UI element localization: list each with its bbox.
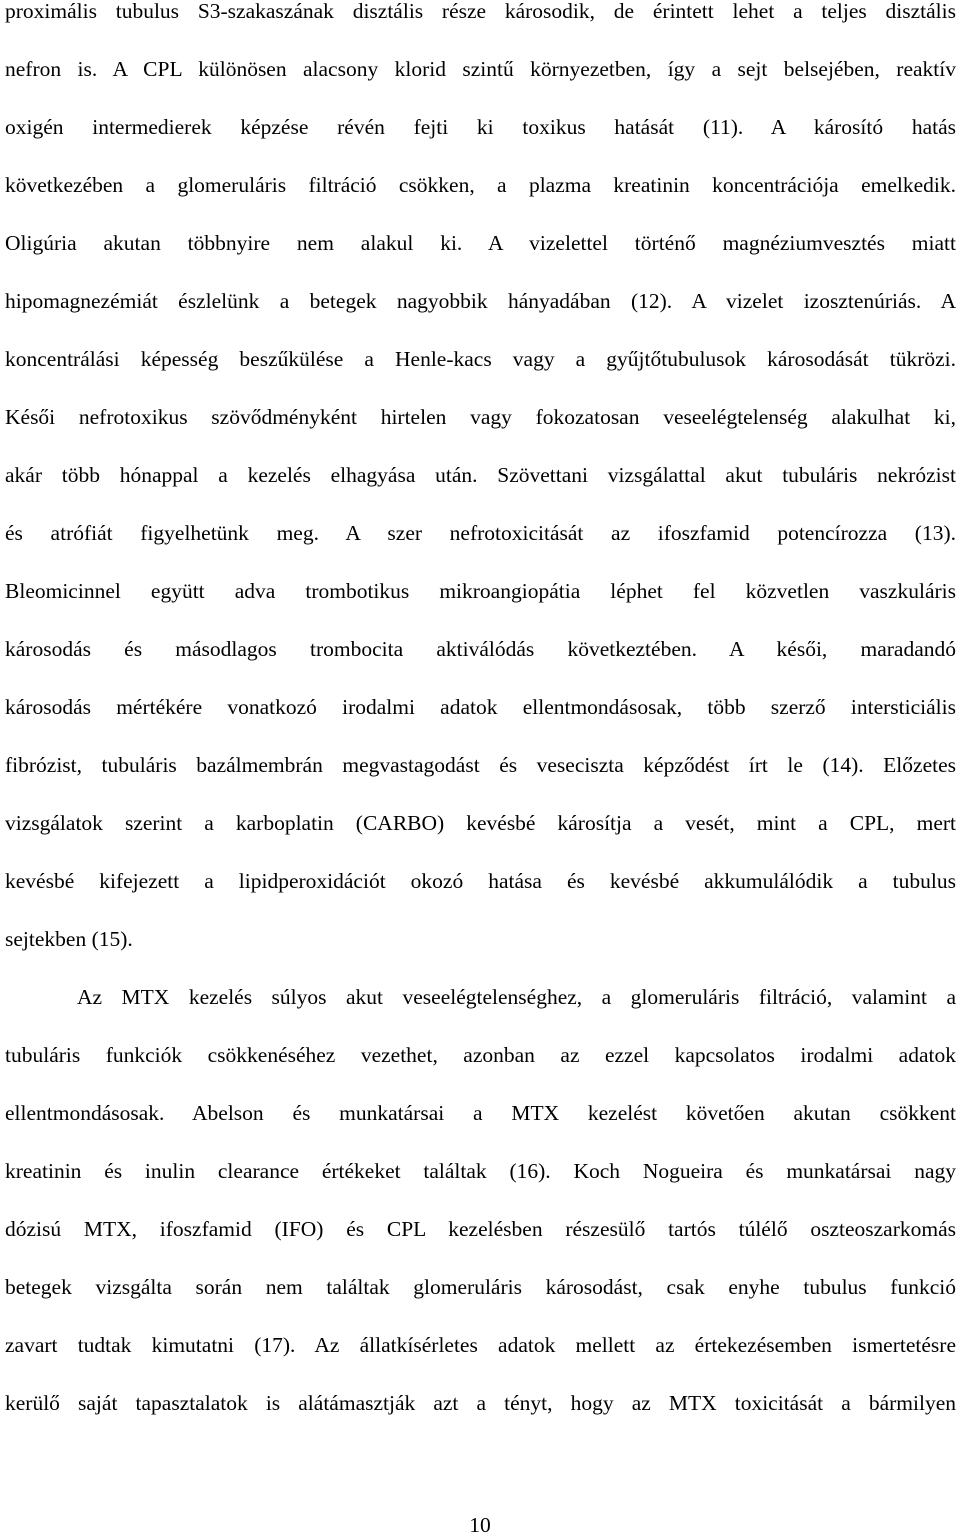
- text-line: Oligúria akutan többnyire nem alakul ki. A vizelettel történő magnéziumvesztés miatt: [5, 231, 956, 255]
- text-line: kevésbé kifejezett a lipidperoxidációt okozó hatása és kevésbé akkumulálódik a tubulus: [5, 869, 956, 893]
- text-line: károsodás és másodlagos trombocita aktiválódás következtében. A késői, maradandó: [5, 637, 956, 661]
- text-line: fibrózist, tubuláris bazálmembrán megvastagodást és vesecisztа képződést írt le (14). Előzetes: [5, 753, 956, 777]
- text-line: betegek vizsgálta során nem találtak glomeruláris károsodást, csak enyhe tubulus funkció: [5, 1275, 956, 1299]
- text-line: sejtekben (15).: [5, 927, 133, 951]
- text-line: zavart tudtak kimutatni (17). Az állatkísérletes adatok mellett az értekezésemben ismertetésre: [5, 1333, 956, 1357]
- text-line: kerülő saját tapasztalatok is alátámasztják azt a tényt, hogy az MTX toxicitását a bármilyen: [5, 1391, 956, 1415]
- text-line: oxigén intermedierek képzése révén fejti ki toxikus hatását (11). A károsító hatás: [5, 115, 956, 139]
- page-number: 10: [469, 1513, 491, 1537]
- text-line: károsodás mértékére vonatkozó irodalmi adatok ellentmondásosak, több szerző intersticiális: [5, 695, 956, 719]
- text-line: dózisú MTX, ifoszfamid (IFO) és CPL kezelésben részesülő tartós túlélő oszteoszarkomás: [5, 1217, 956, 1241]
- text-line: Bleomicinnel együtt adva trombotikus mikroangiopátia léphet fel közvetlen vaszkuláris: [5, 579, 956, 603]
- text-line: proximális tubulus S3-szakaszának disztális része károsodik, de érintett lehet a teljes disztális: [5, 0, 956, 23]
- text-line: következében a glomeruláris filtráció csökken, a plazma kreatinin koncentrációja emelkedik.: [5, 173, 956, 197]
- text-line: tubuláris funkciók csökkenéséhez vezethet, azonban az ezzel kapcsolatos irodalmi adatok: [5, 1043, 956, 1067]
- text-line: kreatinin és inulin clearance értékeket találtak (16). Koch Nogueira és munkatársai nagy: [5, 1159, 956, 1183]
- text-line: nefron is. A CPL különösen alacsony klorid szintű környezetben, így a sejt belsejében, reaktív: [5, 57, 956, 81]
- text-line: vizsgálatok szerint a karboplatin (CARBO) kevésbé károsítja a vesét, mint a CPL, mert: [5, 811, 956, 835]
- text-line: ellentmondásosak. Abelson és munkatársai a MTX kezelést követően akutan csökkent: [5, 1101, 956, 1125]
- text-line: hipomagnezémiát észlelünk a betegek nagyobbik hányadában (12). A vizelet izosztenúriás. A: [5, 289, 956, 313]
- text-line: koncentrálási képesség beszűkülése a Henle-kacs vagy a gyűjtőtubulusok károsodását tükrözi.: [5, 347, 956, 371]
- text-line: és atrófiát figyelhetünk meg. A szer nefrotoxicitását az ifoszfamid potencírozza (13).: [5, 521, 956, 545]
- text-line: Az MTX kezelés súlyos akut veseelégtelenséghez, a glomeruláris filtráció, valamint a: [77, 985, 956, 1009]
- text-line: akár több hónappal a kezelés elhagyása után. Szövettani vizsgálattal akut tubuláris nekrózist: [5, 463, 956, 487]
- text-line: Késői nefrotoxikus szövődményként hirtelen vagy fokozatosan veseelégtelenség alakulhat ki,: [5, 405, 956, 429]
